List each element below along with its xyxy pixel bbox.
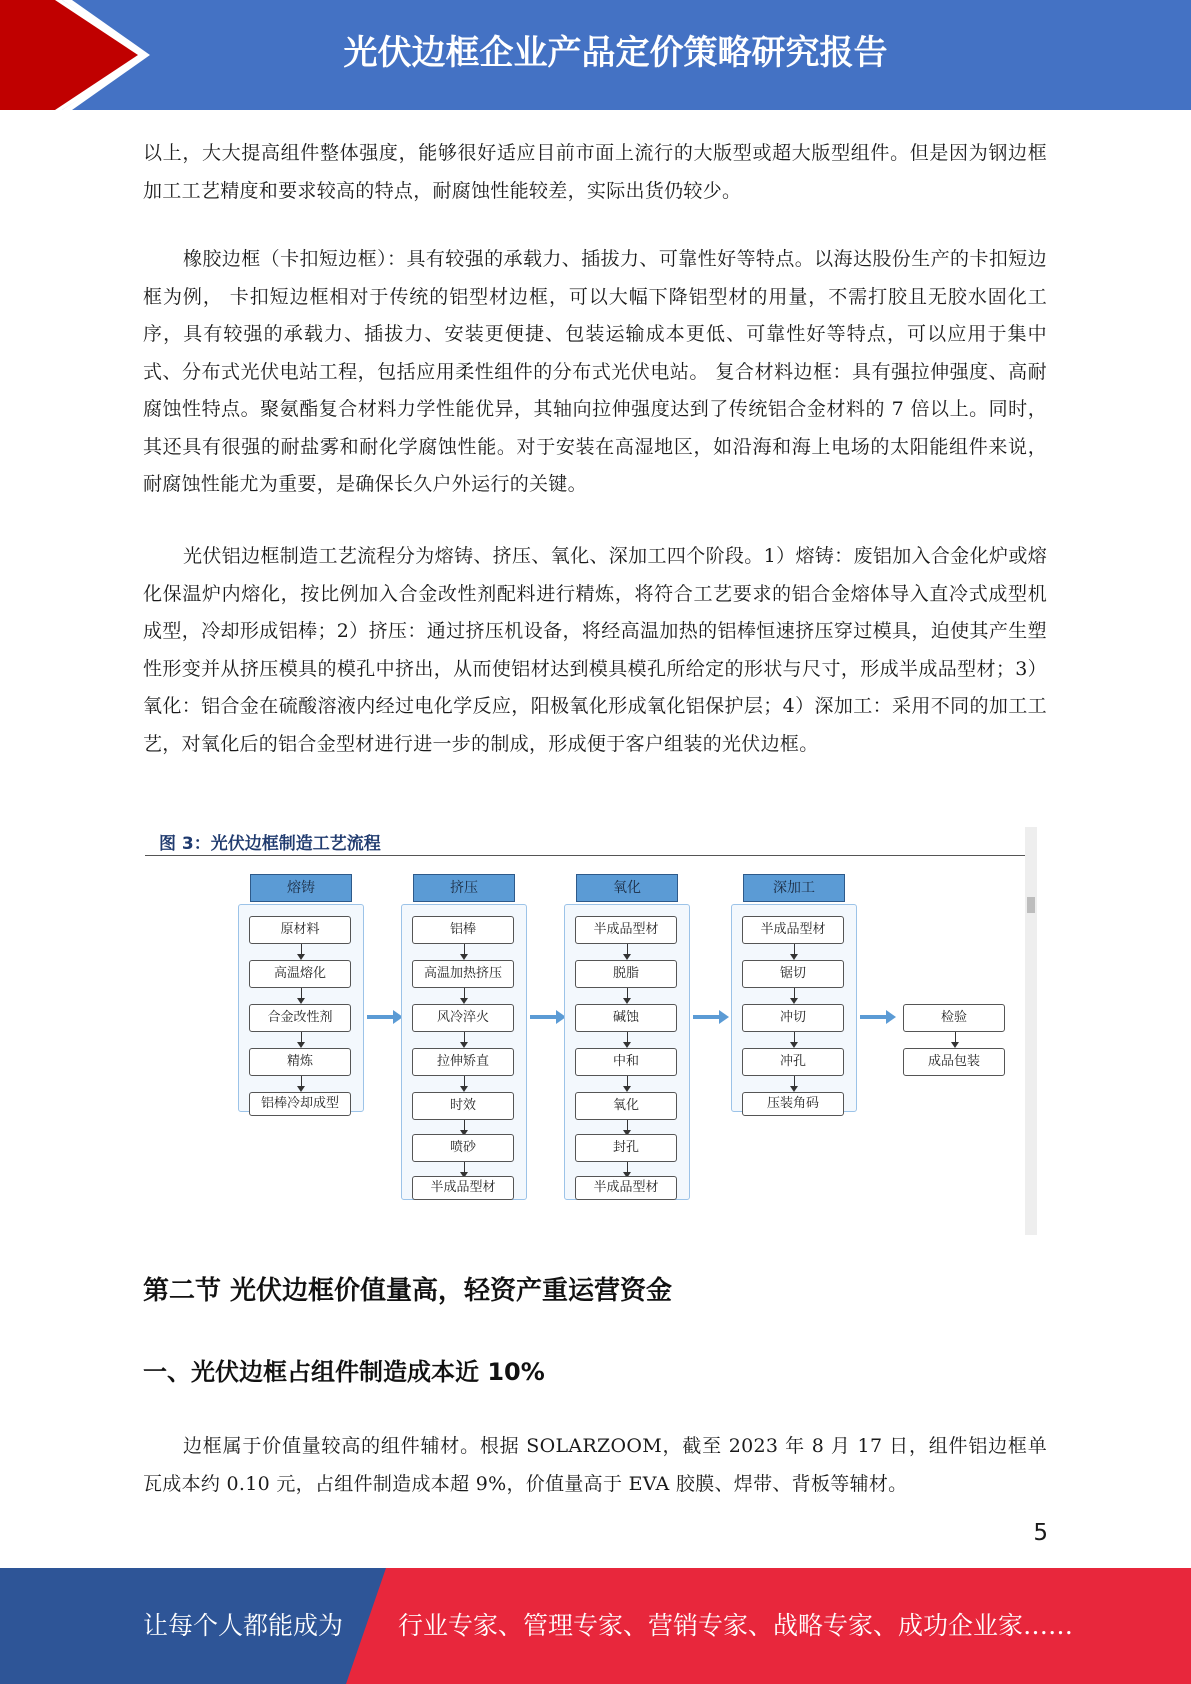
arrow-down: [464, 1032, 465, 1046]
step-aluminum-rod: 铝棒: [412, 916, 514, 944]
step-degrease: 脱脂: [575, 960, 677, 988]
footer-slogan-right: 行业专家、管理专家、营销专家、战略专家、成功企业家……: [398, 1611, 1074, 1640]
arrow-down: [301, 988, 302, 1002]
step-saw-cut: 锯切: [742, 960, 844, 988]
step-inspection: 检验: [903, 1004, 1005, 1032]
step-aging: 时效: [412, 1092, 514, 1120]
page-header: [0, 0, 1191, 110]
arrow-down: [955, 1032, 956, 1046]
arrow-down: [464, 944, 465, 958]
step-refining: 精炼: [249, 1048, 351, 1076]
arrow-down: [464, 1120, 465, 1134]
step-neutralize: 中和: [575, 1048, 677, 1076]
arrow-down: [794, 1032, 795, 1046]
arrow-down: [627, 1076, 628, 1090]
stage-head-anodizing: 氧化: [576, 874, 678, 902]
step-hot-extrusion: 高温加热挤压: [412, 960, 514, 988]
arrow-down: [627, 1032, 628, 1046]
step-raw-material: 原材料: [249, 916, 351, 944]
paragraph-steel-frame: 以上，大大提高组件整体强度，能够很好适应目前市面上流行的大版型或超大版型组件。但是因为钢边框加工工艺精度和要求较高的特点，耐腐蚀性能较差，实际出货仍较少。: [143, 142, 1047, 202]
step-sandblast: 喷砂: [412, 1134, 514, 1162]
step-semi-profile-dp: 半成品型材: [742, 916, 844, 944]
arrow-down: [627, 944, 628, 958]
step-alloy-modifier: 合金改性剂: [249, 1004, 351, 1032]
arrow-down: [464, 1162, 465, 1176]
step-packaging: 成品包装: [903, 1048, 1005, 1076]
arrow-down: [794, 988, 795, 1002]
step-corner-key: 压装角码: [742, 1092, 844, 1116]
step-oxidize: 氧化: [575, 1092, 677, 1120]
step-semi-profile-in: 半成品型材: [575, 916, 677, 944]
step-punch-hole: 冲孔: [742, 1048, 844, 1076]
arrow-down: [627, 988, 628, 1002]
step-air-quench: 风冷淬火: [412, 1004, 514, 1032]
stage-head-extrusion: 挤压: [413, 874, 515, 902]
figure-caption: 图 3：光伏边框制造工艺流程: [159, 834, 381, 854]
step-semi-profile: 半成品型材: [412, 1176, 514, 1200]
paragraph-rubber-composite-frame: 橡胶边框（卡扣短边框）：具有较强的承载力、插拔力、可靠性好等特点。以海达股份生产的卡扣短边框为例， 卡扣短边框相对于传统的铝型材边框，可以大幅下降铝型材的用量，不需打胶且无胶水固化工序，具有较强的承载力、插拔力、安装更便捷、包装运输成本更低、可靠性好等特点，可以应用于集中式、分布式光伏电站工程，包括应用柔性组件的分布式光伏电站。 复合材料边框：具有强拉伸强度、高耐腐蚀性特点。聚氨酯复合材料力学性能优异，其轴向拉伸强度达到了传统铝合金材料的 7 倍以上。同时，其还具有很强的耐盐雾和耐化学腐蚀性能。对于安装在高湿地区，如沿海和海上电场的太阳能组件来说，耐腐蚀性能尤为重要，是确保长久户外运行的关键。: [143, 248, 1047, 495]
stage-arrow: [693, 1015, 721, 1019]
arrow-down: [464, 988, 465, 1002]
paragraph-frame-cost: 边框属于价值量较高的组件辅材。根据 SOLARZOOM，截至 2023 年 8 月 17 日，组件铝边框单瓦成本约 0.10 元，占组件制造成本超 9%，价值量高于 EVA 胶膜、焊带、背板等辅材。: [143, 1435, 1047, 1495]
stage-arrow: [530, 1015, 558, 1019]
stage-head-deep-processing: 深加工: [743, 874, 845, 902]
figure-scrollbar[interactable]: [1025, 827, 1037, 1235]
arrow-down: [464, 1076, 465, 1090]
figure-caption-rule: [145, 855, 1025, 856]
stage-arrow: [860, 1015, 888, 1019]
arrow-down: [794, 944, 795, 958]
section-heading: 第二节 光伏边框价值量高，轻资产重运营资金: [143, 1276, 673, 1306]
arrow-down: [627, 1120, 628, 1134]
scrollbar-thumb[interactable]: [1027, 897, 1035, 913]
page-number: 5: [1033, 1520, 1048, 1546]
process-flow-figure: [145, 827, 1037, 1235]
step-alkali-etch: 碱蚀: [575, 1004, 677, 1032]
arrow-down: [301, 944, 302, 958]
stage-head-casting: 熔铸: [250, 874, 352, 902]
step-melting: 高温熔化: [249, 960, 351, 988]
footer-slogan-left: 让每个人都能成为: [143, 1611, 344, 1640]
arrow-down: [301, 1076, 302, 1090]
page-footer: [0, 1568, 1191, 1684]
report-title: 光伏边框企业产品定价策略研究报告: [343, 33, 888, 73]
stage-arrow: [367, 1015, 395, 1019]
paragraph-manufacturing-process: 光伏铝边框制造工艺流程分为熔铸、挤压、氧化、深加工四个阶段。1）熔铸：废铝加入合金化炉或熔化保温炉内熔化，按比例加入合金改性剂配料进行精炼，将符合工艺要求的铝合金熔体导入直冷式成型机成型，冷却形成铝棒；2）挤压：通过挤压机设备，将经高温加热的铝棒恒速挤压穿过模具，迫使其产生塑性形变并从挤压模具的模孔中挤出，从而使铝材达到模具模孔所给定的形状与尺寸，形成半成品型材；3）氧化：铝合金在硫酸溶液内经过电化学反应，阳极氧化形成氧化铝保护层；4）深加工：采用不同的加工工艺，对氧化后的铝合金型材进行进一步的制成，形成便于客户组装的光伏边框。: [143, 545, 1047, 755]
sub-heading: 一、光伏边框占组件制造成本近 10%: [143, 1358, 545, 1386]
step-rod-cooling: 铝棒冷却成型: [249, 1092, 351, 1116]
step-seal: 封孔: [575, 1134, 677, 1162]
arrow-down: [627, 1162, 628, 1176]
step-semi-profile-out: 半成品型材: [575, 1176, 677, 1200]
step-punch-cut: 冲切: [742, 1004, 844, 1032]
arrow-down: [794, 1076, 795, 1090]
arrow-down: [301, 1032, 302, 1046]
step-stretch-straighten: 拉伸矫直: [412, 1048, 514, 1076]
